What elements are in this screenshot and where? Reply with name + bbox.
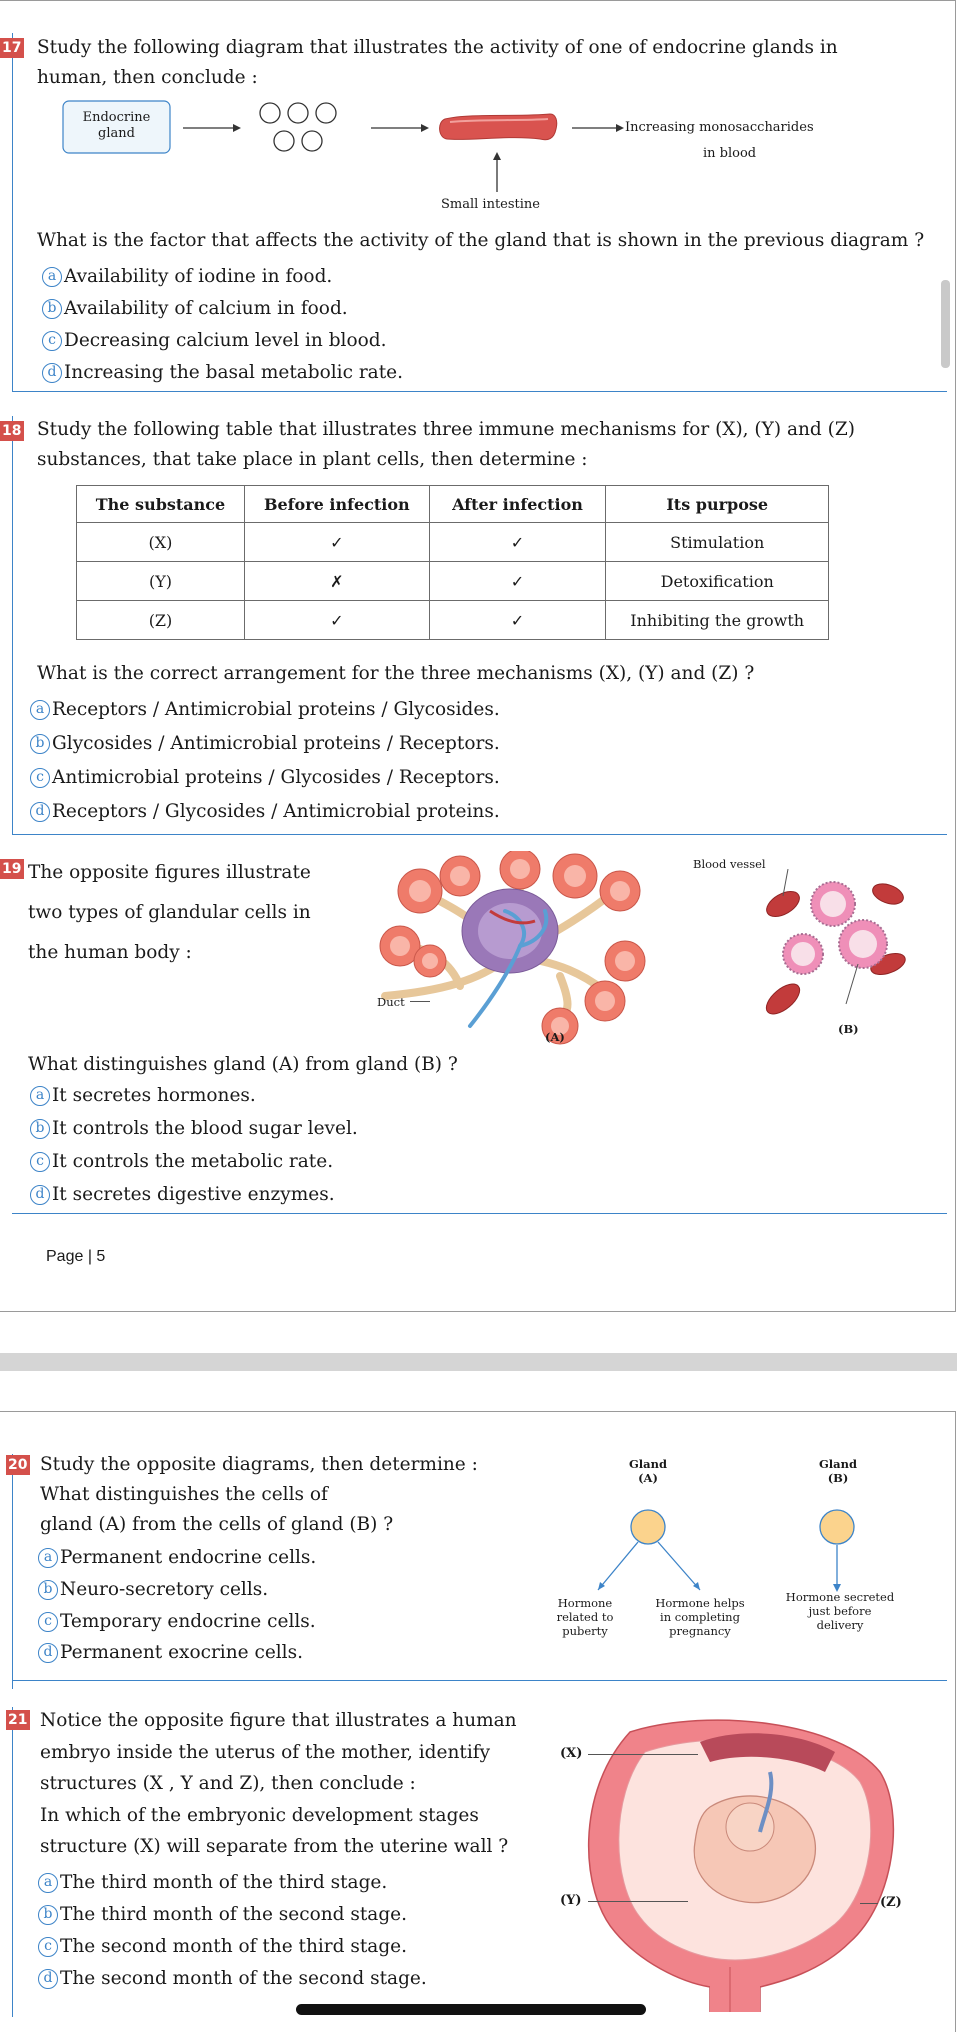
small-intestine-icon bbox=[440, 114, 557, 140]
question-number: 21 bbox=[6, 1710, 30, 1730]
option-d[interactable]: d It secretes digestive enzymes. bbox=[30, 1183, 335, 1207]
option-c[interactable]: c The second month of the third stage. bbox=[38, 1935, 407, 1959]
option-a[interactable]: a Permanent endocrine cells. bbox=[38, 1546, 316, 1570]
option-d[interactable]: d Permanent exocrine cells. bbox=[38, 1641, 303, 1665]
table-row: (Z) ✓ ✓ Inhibiting the growth bbox=[77, 601, 829, 640]
question-stem: The opposite figures illustrate two types of glandular cells in the human body : bbox=[28, 862, 311, 963]
option-d[interactable]: d The second month of the second stage. bbox=[38, 1967, 427, 1991]
question-number: 18 bbox=[0, 421, 24, 441]
option-d[interactable]: d Increasing the basal metabolic rate. bbox=[42, 361, 403, 385]
hormone-molecules-icon bbox=[260, 103, 336, 151]
gland-b-icon bbox=[820, 1510, 854, 1544]
structure-y-label: (Y) bbox=[560, 1893, 582, 1908]
scrollbar-thumb[interactable] bbox=[941, 280, 950, 368]
question-prompt: What is the factor that affects the activity of the gland that is shown in the previous diagram ? bbox=[37, 230, 925, 251]
option-b[interactable]: b Glycosides / Antimicrobial proteins / Receptors. bbox=[30, 732, 500, 756]
question-stem: Study the opposite diagrams, then determine : What distinguishes the cells of gland (A) from the cells of gland (B) ? bbox=[40, 1454, 478, 1535]
option-b[interactable]: b The third month of the second stage. bbox=[38, 1903, 407, 1927]
option-a[interactable]: a The third month of the third stage. bbox=[38, 1871, 387, 1895]
duct-label: Duct bbox=[377, 995, 405, 1009]
question-divider bbox=[12, 391, 947, 392]
option-a[interactable]: a Availability of iodine in food. bbox=[42, 265, 332, 289]
question-margin-rule bbox=[12, 1707, 13, 2017]
option-b[interactable]: b It controls the blood sugar level. bbox=[30, 1117, 358, 1141]
question-prompt: What is the correct arrangement for the three mechanisms (X), (Y) and (Z) ? bbox=[37, 663, 755, 684]
option-b[interactable]: b Neuro-secretory cells. bbox=[38, 1578, 268, 1602]
hormone-delivery-label: Hormone secreted just before delivery bbox=[785, 1590, 895, 1632]
option-b[interactable]: b Availability of calcium in food. bbox=[42, 297, 348, 321]
structure-x-label: (X) bbox=[560, 1746, 583, 1761]
hormone-puberty-label: Hormone related to puberty bbox=[556, 1596, 614, 1638]
document-page-5: 17 Study the following diagram that illustrates the activity of one of endocrine glands in human, then conclude : Endocrine gland Increasing monosaccharides in blood Small intestine What is the factor that affects the activity of the gland that is shown in the previous diagram ? a Availability of iodine in food. b Availability of calcium in food. c Decreasing calcium level in blood. d Increasing the basal metabolic rate. 18 Study the following table that illustrates three immune mechanisms for (X), (Y) and (Z) substances, that take place in plant cells, then determine : The substance Before infection After infection Its purpose (X) ✓ ✓ Stimulation (Y) ✗ ✓ Detoxification (Z) ✓ ✓ Inhibiting the growth What is the correct arrangement for the three mechanisms (X), (Y) and (Z) ? a Receptors / Antimicrobial proteins / Glycosides. b Glycosides / Antimicrobial proteins / Receptors. c Antimicrobial proteins / Glycosides / Receptors. d Receptors / Glycosides / Antimicrobial proteins. 19 The opposite figures illustrate two types of glandular cells in the human body : Duct (A) Blood vessel (B) What distinguishes gland (A) from gland (B) ? a It secretes hormones. b It controls the blood sugar level. c It controls the metabolic rate. d It secretes digestive enzymes. Page | 5 bbox=[0, 0, 956, 1312]
option-a[interactable]: a It secretes hormones. bbox=[30, 1084, 256, 1108]
table-header-row: The substance Before infection After infection Its purpose bbox=[77, 486, 829, 523]
option-a[interactable]: a Receptors / Antimicrobial proteins / Glycosides. bbox=[30, 698, 500, 722]
structure-z-label: (Z) bbox=[880, 1895, 902, 1910]
question-prompt: What distinguishes gland (A) from gland (B) ? bbox=[28, 1054, 458, 1075]
blood-vessel-label: Blood vessel bbox=[693, 857, 766, 871]
home-indicator-bar[interactable] bbox=[296, 2004, 646, 2015]
question-number: 20 bbox=[6, 1455, 30, 1475]
diagram-result-label: Increasing monosaccharides bbox=[625, 120, 814, 135]
small-intestine-label: Small intestine bbox=[441, 197, 540, 212]
document-page-6: 20 Study the opposite diagrams, then determine : What distinguishes the cells of gland (A) from the cells of gland (B) ? a Permanent endocrine cells. b Neuro-secretory cells. c Temporary endocrine cells. d Permanent exocrine cells. Gland (A) Gland (B) Hormone related to puberty Hormone helps in completing pregnancy Hormone secreted just before delivery 21 Notice the opposite figure that illustrates a human embryo inside the uterus of the mother, identify structures (X , Y and Z), then conclude : In which of the embryonic development stages structure (X) will separate from the uterine wall ? a The third month of the third stage. b The third month of the second stage. c The second month of the third stage. d The second month of the second stage. (X) (Y) (Z) bbox=[0, 1411, 956, 2032]
option-c[interactable]: c It controls the metabolic rate. bbox=[30, 1150, 333, 1174]
page-number-footer: Page | 5 bbox=[46, 1248, 106, 1265]
question-margin-rule bbox=[12, 1454, 13, 1689]
question-stem: Study the following table that illustrates three immune mechanisms for (X), (Y) and (Z) substances, that take place in plant cells, then determine : bbox=[37, 419, 855, 470]
table-row: (X) ✓ ✓ Stimulation bbox=[77, 523, 829, 562]
table-row: (Y) ✗ ✓ Detoxification bbox=[77, 562, 829, 601]
question-margin-rule bbox=[12, 416, 13, 834]
option-c[interactable]: c Decreasing calcium level in blood. bbox=[42, 329, 386, 353]
question-divider bbox=[12, 1213, 947, 1214]
hormone-pregnancy-label: Hormone helps in completing pregnancy bbox=[655, 1596, 745, 1638]
option-c[interactable]: c Antimicrobial proteins / Glycosides / Receptors. bbox=[30, 766, 500, 790]
question-number: 17 bbox=[0, 38, 24, 58]
option-c[interactable]: c Temporary endocrine cells. bbox=[38, 1610, 316, 1634]
gland-a-icon bbox=[631, 1510, 665, 1544]
gland-b-label: (B) bbox=[838, 1022, 859, 1036]
page-separator-bar bbox=[0, 1353, 957, 1371]
option-d[interactable]: d Receptors / Glycosides / Antimicrobial proteins. bbox=[30, 800, 500, 824]
question-divider bbox=[12, 1680, 947, 1681]
question-stem: Notice the opposite figure that illustrates a human embryo inside the uterus of the mother, identify structures (X , Y and Z), then conclude : In which of the embryonic development stages structure (X) will separate from the uterine wall ? bbox=[40, 1710, 517, 1857]
gland-a-label: (A) bbox=[545, 1030, 565, 1044]
embryo-uterus-figure bbox=[560, 1712, 910, 2012]
question-stem: Study the following diagram that illustrates the activity of one of endocrine glands in human, then conclude : bbox=[37, 37, 838, 88]
immune-mechanisms-table bbox=[76, 485, 829, 640]
question-number: 19 bbox=[0, 859, 24, 879]
endocrine-gland-figure bbox=[748, 869, 908, 1019]
question-divider bbox=[12, 834, 947, 835]
exocrine-gland-figure bbox=[370, 851, 650, 1046]
